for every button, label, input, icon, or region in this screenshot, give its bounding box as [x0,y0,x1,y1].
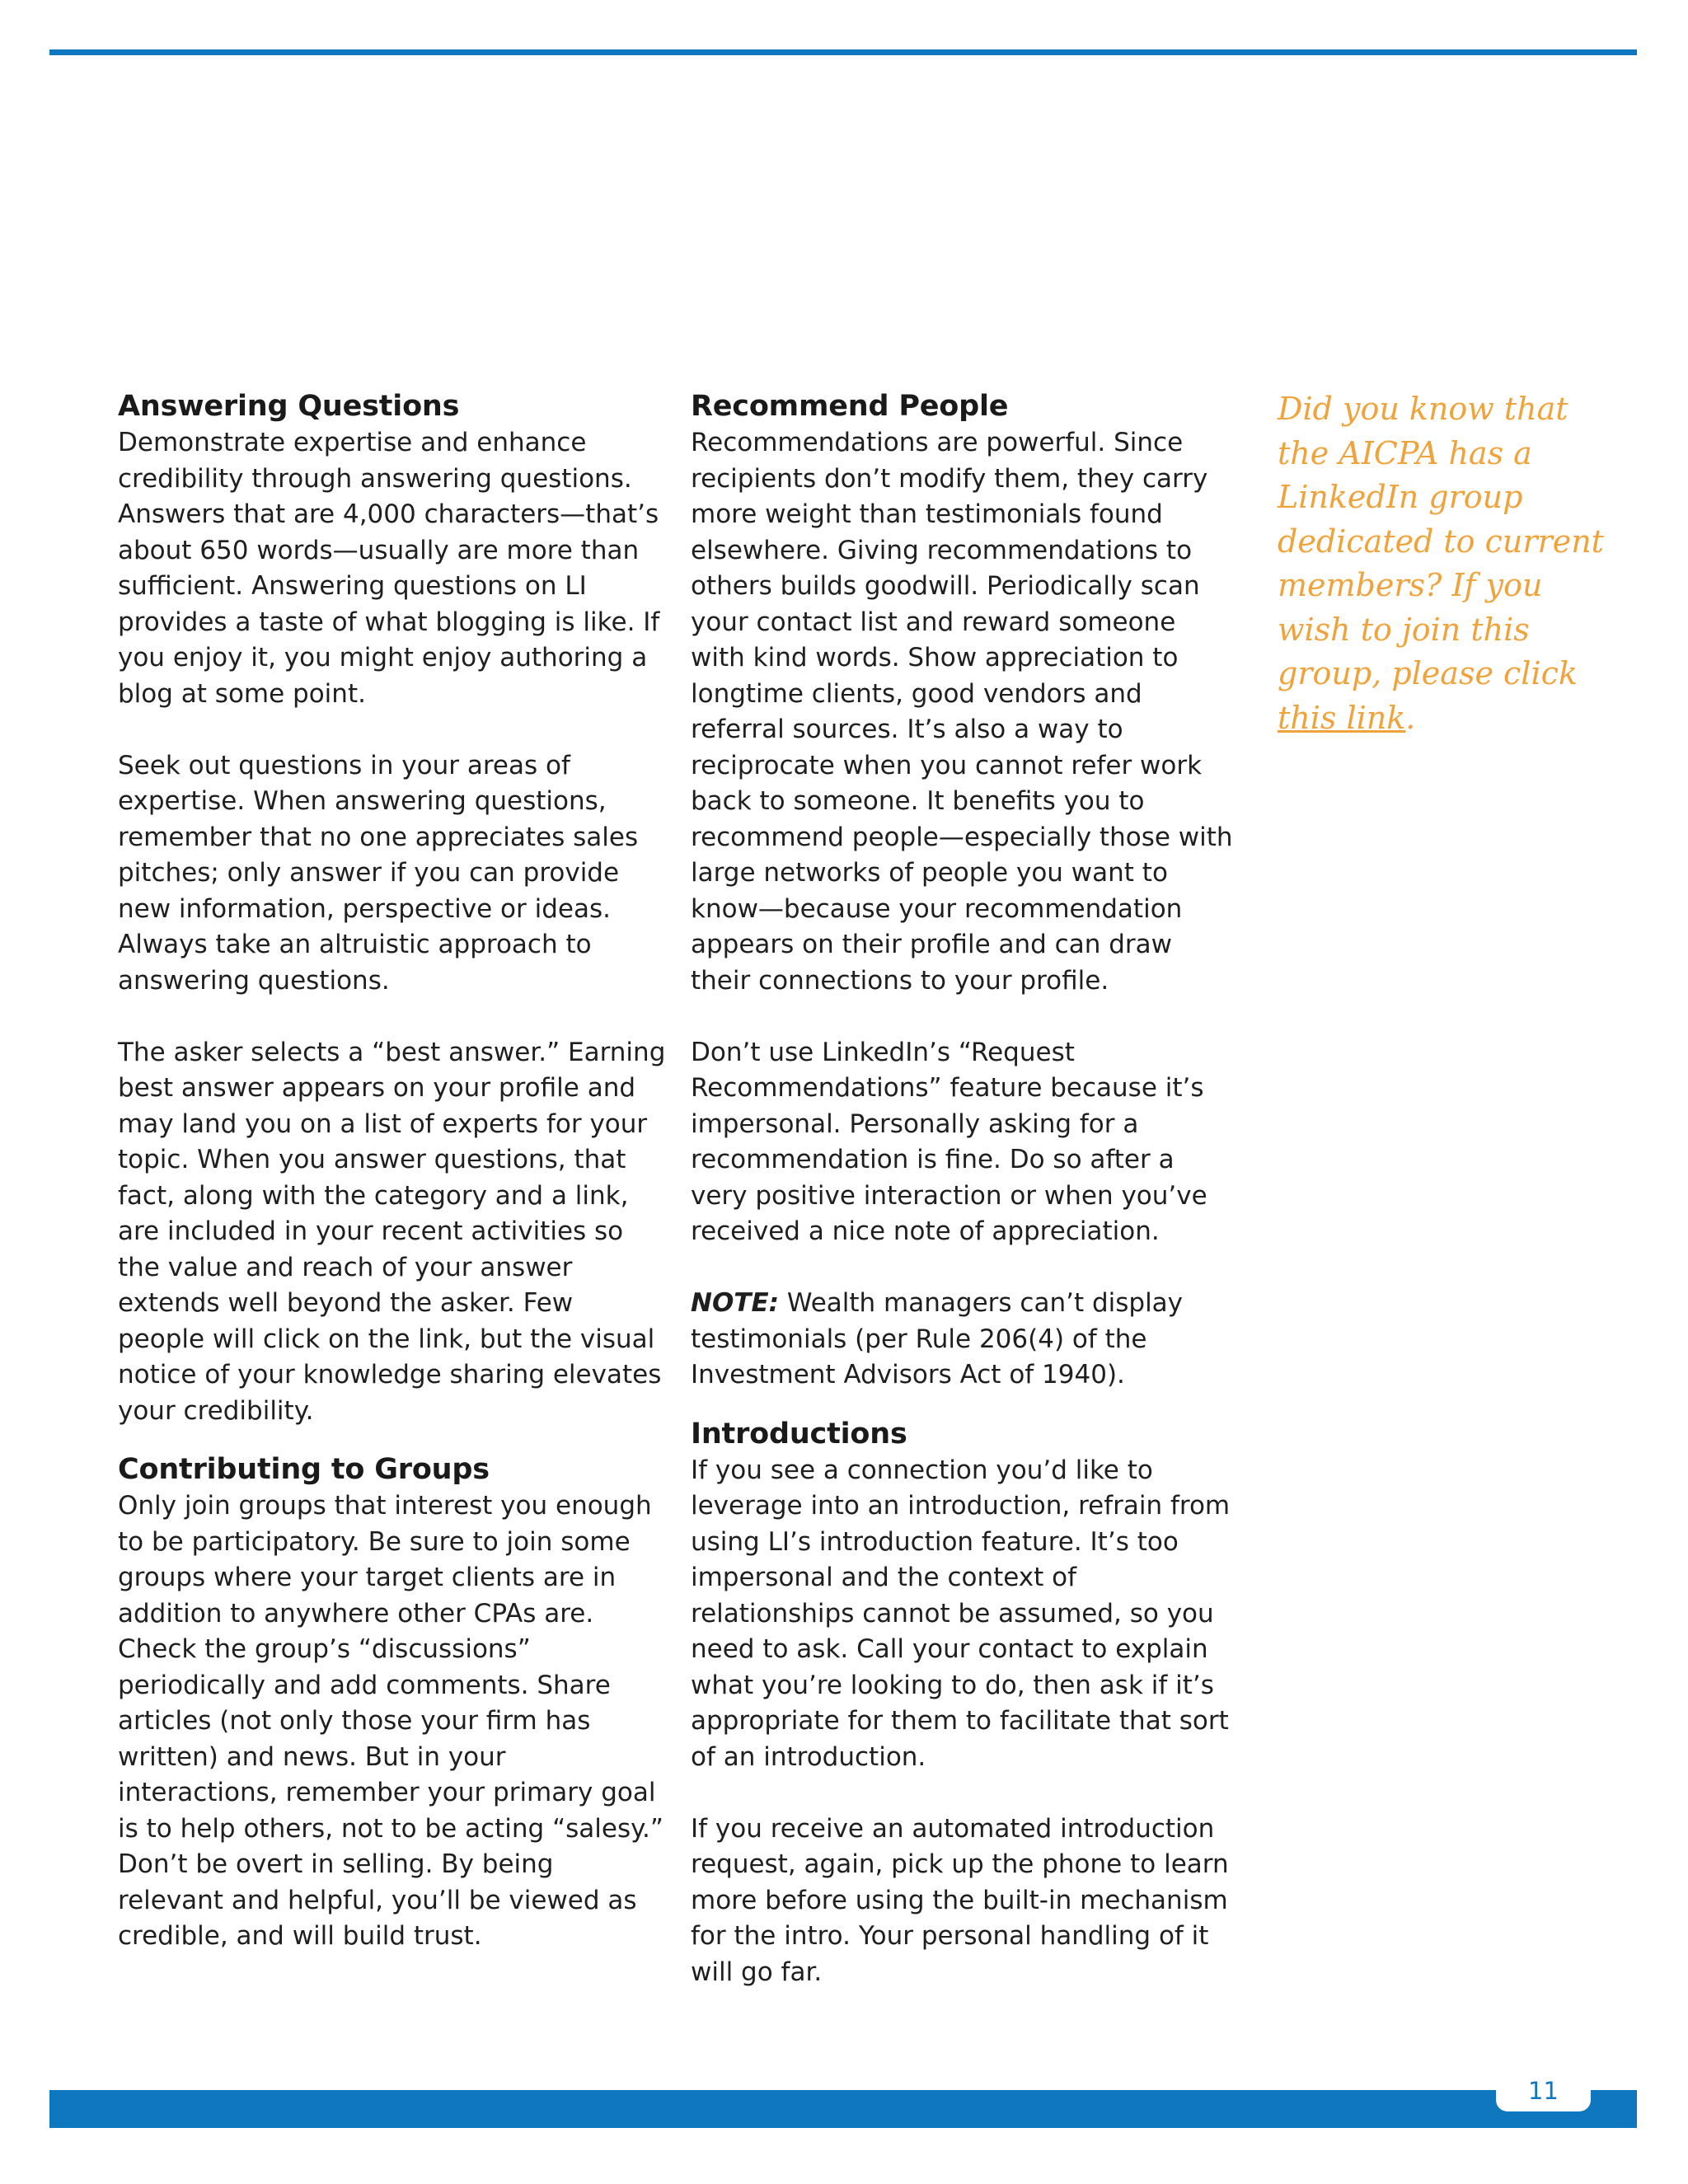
recommend-note [691,1286,1235,1394]
answering-paragraph-1: Demonstrate expertise and enhance credibility through answering questions. Answers that are 4,000 characters—that’s about 650 words—usually are more than sufficient. Answering questions on LI provides a taste of what blogging is like. If you enjoy it, you might enjoy authoring a blog at some point. [118,428,660,709]
middle-column [691,387,1235,2027]
footer-bar [49,2090,1637,2128]
recommend-people-section [691,387,1235,1394]
sidebar-text: Did you know that the AICPA has a LinkedIn group dedicated to current members? If you wish to join this group, please click [1278,391,1604,691]
page-number: 11 [1496,2070,1591,2111]
sidebar-period: . [1405,699,1416,736]
note-label: NOTE: [691,1288,780,1318]
left-column [118,387,666,1990]
sidebar-link[interactable]: this link [1278,699,1406,736]
groups-paragraph-1: Only join groups that interest you enough to be participatory. Be sure to join some groups where your target clients are in addition to anywhere other CPAs are. Check the group’s “discussions” periodically and add comments. Share articles (not only those your firm has written) and news. But in your interactions, remember your primary goal is to help others, not to be acting “salesy.” Don’t be overt in selling. By being relevant and helpful, you’ll be viewed as credible, and will build trust. [118,1491,663,1951]
recommend-people-heading: Recommend People [691,390,1009,423]
contributing-groups-section [118,1451,666,1955]
top-rule [49,49,1637,55]
recommend-paragraph-1: Recommendations are powerful. Since recipients don’t modify them, they carry more weight than testimonials found elsewhere. Giving recommendations to others builds goodwill. Periodically scan your contact list and reward someone with kind words. Show appreciation to longtime clients, good vendors and referral sources. It’s also a way to reciprocate when you cannot refer work back to someone. It benefits you to recommend people—especially those with large networks of people you want to know—because your recommendation appears on their profile and can draw their connections to your profile. [691,428,1233,996]
recommend-paragraph-2: Don’t use LinkedIn’s “Request Recommendations” feature because it’s impersonal. Personally asking for a recommendation is fine. Do so after a very positive interaction or when you’ve received a nice note of appreciation. [691,1037,1207,1246]
introductions-heading: Introductions [691,1417,907,1451]
sidebar-callout [1278,387,1607,740]
introductions-paragraph-2: If you receive an automated introduction request, again, pick up the phone to learn more before using the built-in mechanism for the intro. Your personal handling of it will go far. [691,1813,1229,1987]
contributing-groups-heading: Contributing to Groups [118,1453,490,1486]
introductions-paragraph-1: If you see a connection you’d like to leverage into an introduction, refrain from using LI’s introduction feature. It’s too impersonal and the context of relationships cannot be assumed, so you need to ask. Call your contact to explain what you’re looking to do, then ask if it’s appropriate for them to facilitate that sort of an introduction. [691,1455,1231,1772]
answering-questions-section [118,387,666,1429]
note-text: Wealth managers can’t display testimonials (per Rule 206(4) of the Investment Advisors Act of 1940). [691,1288,1184,1390]
answering-questions-heading: Answering Questions [118,390,460,423]
answering-paragraph-2: Seek out questions in your areas of expertise. When answering questions, remember that no one appreciates sales pitches; only answer if you can provide new information, perspective or ideas. Always take an altruistic approach to answering questions. [118,750,639,996]
answering-paragraph-3: The asker selects a “best answer.” Earning best answer appears on your profile and may land you on a list of experts for your topic. When you answer questions, that fact, along with the category and a link, are included in your recent activities so the value and reach of your answer extends well beyond the asker. Few people will click on the link, but the visual notice of your knowledge sharing elevates your credibility. [118,1037,666,1426]
introductions-section [691,1415,1235,1991]
